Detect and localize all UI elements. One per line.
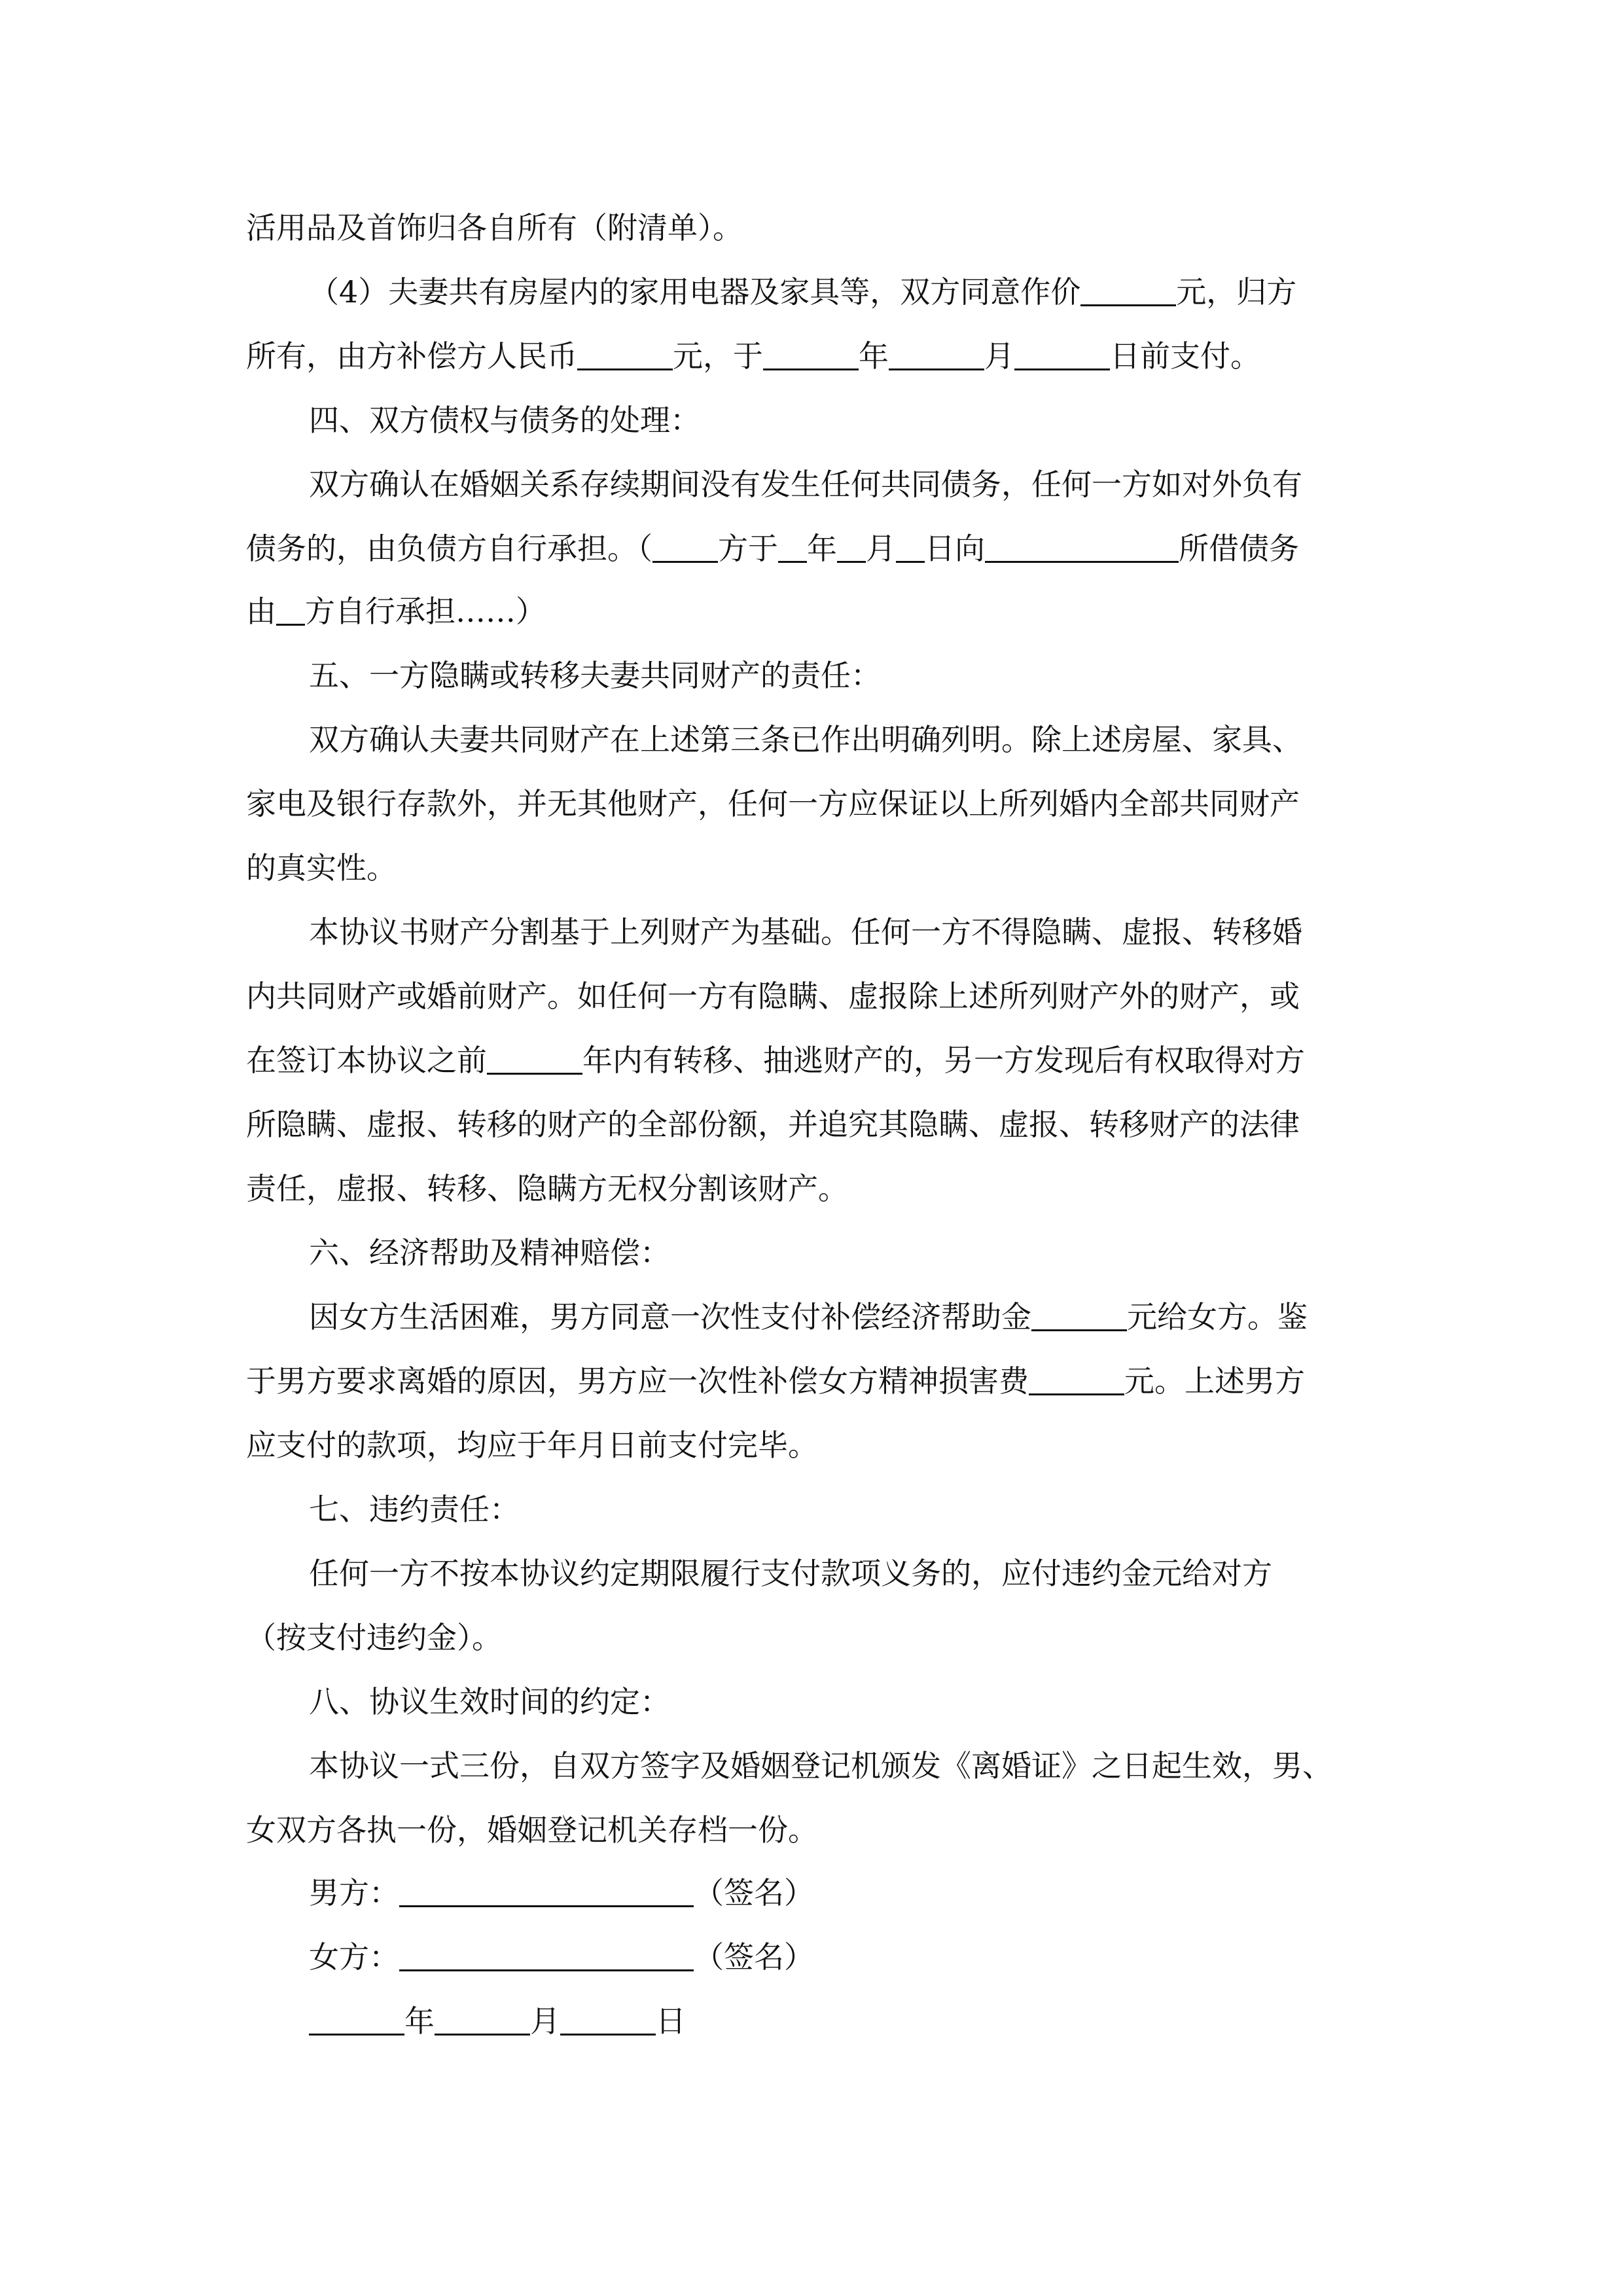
- text: 所借债务: [1179, 531, 1299, 566]
- section-heading: [309, 1488, 520, 1530]
- text: （4）夫妻共有房屋内的家用电器及家具等，双方同意作价: [309, 274, 1081, 310]
- text: （按支付违约金）。: [246, 1620, 502, 1655]
- paragraph-line: [309, 1296, 1308, 1338]
- section-heading: [309, 1681, 670, 1723]
- signature-line-female: [309, 1936, 814, 1978]
- text: 元。上述男方: [1124, 1363, 1305, 1399]
- text: 年: [404, 2003, 435, 2039]
- text: 元，归方: [1176, 274, 1297, 310]
- paragraph-line: [246, 1103, 1300, 1145]
- text: （签名）: [694, 1939, 814, 1975]
- text: 年: [859, 338, 889, 374]
- paragraph-line: [246, 207, 743, 249]
- text: 女双方各执一份，婚姻登记机关存档一份。: [246, 1812, 818, 1848]
- blank-line: [896, 535, 925, 563]
- text: 日: [656, 2003, 686, 2039]
- signature-line-male: [309, 1872, 814, 1914]
- paragraph-line: [309, 719, 1302, 761]
- blank-line: [560, 2007, 656, 2036]
- paragraph-line: [309, 463, 1302, 505]
- signature-blank: [399, 1943, 694, 1971]
- blank-line: [652, 535, 718, 563]
- blank-line: [1031, 1303, 1127, 1331]
- text: （签名）: [694, 1875, 814, 1910]
- text: 月: [530, 2003, 560, 2039]
- paragraph-line: [246, 975, 1300, 1017]
- blank-line: [889, 342, 984, 370]
- paragraph-line: [246, 335, 1260, 377]
- text: 日前支付。: [1110, 338, 1260, 374]
- date-line: [309, 2000, 686, 2042]
- text: 双方确认夫妻共同财产在上述第三条已作出明确列明。除上述房屋、家具、: [309, 722, 1302, 757]
- text: 所有，由方补偿方人民币: [246, 338, 577, 374]
- text: 内共同财产或婚前财产。如任何一方有隐瞒、虚报除上述所列财产外的财产，或: [246, 978, 1300, 1014]
- paragraph-line: [246, 590, 546, 632]
- section-heading: [309, 399, 700, 441]
- text: 七、违约责任：: [309, 1492, 520, 1527]
- paragraph-line: [246, 1809, 818, 1851]
- text: 责任，虚报、转移、隐瞒方无权分割该财产。: [246, 1171, 848, 1206]
- text: 家电及银行存款外，并无其他财产，任何一方应保证以上所列婚内全部共同财产: [246, 786, 1300, 821]
- text: 方自行承担……）: [305, 594, 546, 629]
- blank-line: [1080, 278, 1176, 306]
- text: 由: [246, 594, 276, 629]
- paragraph-line: [246, 1424, 818, 1466]
- paragraph-line: [246, 528, 1299, 569]
- blank-line: [577, 342, 673, 370]
- blank-line: [763, 342, 859, 370]
- paragraph-line: [309, 1552, 1272, 1594]
- blank-line: [1029, 1367, 1124, 1395]
- text: 女方：: [309, 1939, 399, 1975]
- paragraph-line: [309, 911, 1302, 953]
- text: 元给女方。鉴: [1127, 1299, 1308, 1335]
- section-heading: [309, 1232, 670, 1274]
- text: 年: [807, 531, 837, 566]
- blank-line: [487, 1047, 582, 1075]
- paragraph-line: [246, 783, 1300, 825]
- signature-blank: [399, 1879, 694, 1907]
- text: 双方确认在婚姻关系存续期间没有发生任何共同债务，任何一方如对外负有: [309, 467, 1302, 502]
- blank-line: [778, 535, 807, 563]
- blank-line: [276, 598, 305, 626]
- blank-line: [985, 535, 1179, 563]
- text: 的真实性。: [246, 850, 397, 886]
- text: 元，于: [673, 338, 763, 374]
- text: 活用品及首饰归各自所有（附清单）。: [246, 210, 743, 245]
- paragraph-line: [246, 1360, 1305, 1402]
- blank-line: [1014, 342, 1110, 370]
- text: 因女方生活困难，男方同意一次性支付补偿经济帮助金: [309, 1299, 1031, 1335]
- paragraph-line: [246, 1168, 848, 1210]
- text: 八、协议生效时间的约定：: [309, 1684, 670, 1719]
- text: 于男方要求离婚的原因，男方应一次性补偿女方精神损害费: [246, 1363, 1029, 1399]
- paragraph-line: [246, 847, 397, 889]
- text: 月: [866, 531, 896, 566]
- blank-line: [309, 2007, 404, 2036]
- text: 应支付的款项，均应于年月日前支付完毕。: [246, 1427, 818, 1463]
- text: 任何一方不按本协议约定期限履行支付款项义务的，应付违约金元给对方: [309, 1556, 1272, 1591]
- blank-line: [837, 535, 866, 563]
- section-heading: [309, 655, 881, 696]
- paragraph-line: [309, 271, 1296, 313]
- paragraph-line: [309, 1745, 1332, 1787]
- blank-line: [435, 2007, 530, 2036]
- text: 月: [984, 338, 1014, 374]
- text: 年内有转移、抽逃财产的，另一方发现后有权取得对方: [582, 1043, 1305, 1078]
- text: 日向: [925, 531, 985, 566]
- text: 男方：: [309, 1875, 399, 1910]
- paragraph-line: [246, 1039, 1305, 1081]
- text: 五、一方隐瞒或转移夫妻共同财产的责任：: [309, 658, 881, 693]
- text: 本协议一式三份，自双方签字及婚姻登记机颁发《离婚证》之日起生效，男、: [309, 1748, 1332, 1784]
- paragraph-line: [246, 1617, 502, 1659]
- text: 方于: [718, 531, 778, 566]
- text: 四、双方债权与债务的处理：: [309, 403, 700, 438]
- text: 所隐瞒、虚报、转移的财产的全部份额，并追究其隐瞒、虚报、转移财产的法律: [246, 1107, 1300, 1142]
- text: 本协议书财产分割基于上列财产为基础。任何一方不得隐瞒、虚报、转移婚: [309, 914, 1302, 950]
- text: 债务的，由负债方自行承担。（: [246, 531, 652, 566]
- text: 六、经济帮助及精神赔偿：: [309, 1235, 670, 1270]
- text: 在签订本协议之前: [246, 1043, 487, 1078]
